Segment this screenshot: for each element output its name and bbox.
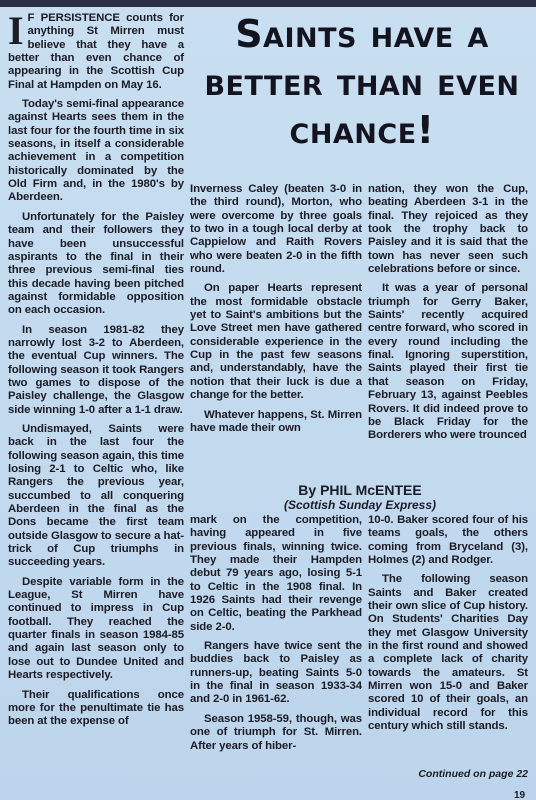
- author-name: By PHIL McENTEE: [298, 482, 422, 498]
- page-number: 19: [514, 790, 526, 800]
- drop-cap: I: [8, 8, 24, 53]
- paragraph: Season 1958-59, though, was one of triumph for St. Mirren. After years of hiber-: [190, 712, 362, 752]
- paragraph: In season 1981-82 they narrowly lost 3-2 to Aberdeen, the eventual Cup winners. The following season it took Rangers two games to dispose of the Paisley challenge, the Glasgow side winning 1-0 after a 1-1 draw.: [8, 323, 184, 416]
- paragraph: The following season Saints and Baker created their own slice of Cup history. On Students' Charities Day they met Glasgow University in the first round and showed a complete lack of charity towards the amateurs. St Mirren won 15-0 and Baker scored 10 of their goals, an individual record for this century which still stands.: [368, 573, 528, 733]
- paragraph: Despite variable form in the League, St Mirren have continued to impress in Cup football. They reached the quarter finals in season 1984-85 and again last season only to lose out to Dundee United and Hearts respectively.: [8, 575, 184, 682]
- paragraph: Unfortunately for the Paisley team and their followers they have been unsuccessful aspirants to the final in their three previous semi-final ties this decade having been pitched against formidable opposition on each occasion.: [8, 210, 184, 317]
- top-border: [0, 0, 536, 7]
- paragraph: nation, they won the Cup, beating Aberdeen 3-1 in the final. They rejoiced as they took the trophy back to Paisley and it is said that the town has never seen such celebrations before or since.: [368, 183, 528, 276]
- paragraph: Inverness Caley (beaten 3-0 in the third round), Morton, who were overcome by three goals to two in a tough local derby at Cappielow and Raith Rovers who were beaten 2-0 in the fifth round.: [190, 183, 362, 276]
- article-column-3: [368, 183, 528, 449]
- article-column-2: [190, 183, 362, 441]
- paragraph: Their qualifications once more for the penultimate tie has been at the expense of: [8, 688, 184, 728]
- continued-note: Continued on page 22: [418, 768, 528, 780]
- byline: [190, 482, 530, 512]
- paragraph: Whatever happens, St. Mirren have made their own: [190, 408, 362, 434]
- article-column-1: [8, 8, 184, 735]
- article-column-4: [190, 514, 362, 759]
- paragraph: Undismayed, Saints were back in the last four the following season again, this time losing 2-1 to Celtic who, like Rangers the previous year, succumbed to all conquering Aberdeen in the final as the Dons became the first team outside Glasgow to secure a hat-trick of Cup triumphs in succeeding years.: [8, 422, 184, 569]
- author-source: (Scottish Sunday Express): [283, 498, 437, 512]
- paragraph: mark on the competition, having appeared in five previous finals, winning twice. They made their Hampden debut 79 years ago, losing 5-1 to Celtic in the 1908 final. In 1926 Saints had their revenge on Celtic, beating the Parkhead side 2-0.: [190, 514, 362, 633]
- headline: Saints have a better than even chance!: [204, 12, 520, 152]
- paragraph: 10-0. Baker scored four of his teams goals, the others coming from Bryceland (3), Holmes (2) and Rodger.: [368, 514, 528, 567]
- paragraph: Rangers have twice sent the buddies back to Paisley as runners-up, beating Saints 5-0 in the final in season 1933-34 and 2-0 in 1961-62.: [190, 640, 362, 706]
- article-column-5: [368, 514, 528, 740]
- paragraph: Today's semi-final appearance against Hearts sees them in the last four for the fourth time in six seasons, in itself a considerable achievement in a competition historically dominated by the Old Firm and, in the 1980's by Aberdeen.: [8, 98, 184, 204]
- lead-paragraph: I F PERSISTENCE counts for anything St Mirren must believe that they have a better than even chance of appearing in the Scottish Cup Final at Hampden on May 16.: [8, 8, 184, 91]
- paragraph: It was a year of personal triumph for Gerry Baker, Saints' recently acquired centre forward, who scored in every round including the final. Ignoring superstition, Saints played their first tie that season on Friday, February 13, against Peebles Rovers. It did indeed prove to be Black Friday for the Borderers who were trounced: [368, 282, 528, 442]
- paragraph: On paper Hearts represent the most formidable obstacle yet to Saint's ambitions but the Love Street men have gathered considerable experience in the Cup in the past few seasons and, understandably, have the notion that their luck is due a change for the better.: [190, 282, 362, 402]
